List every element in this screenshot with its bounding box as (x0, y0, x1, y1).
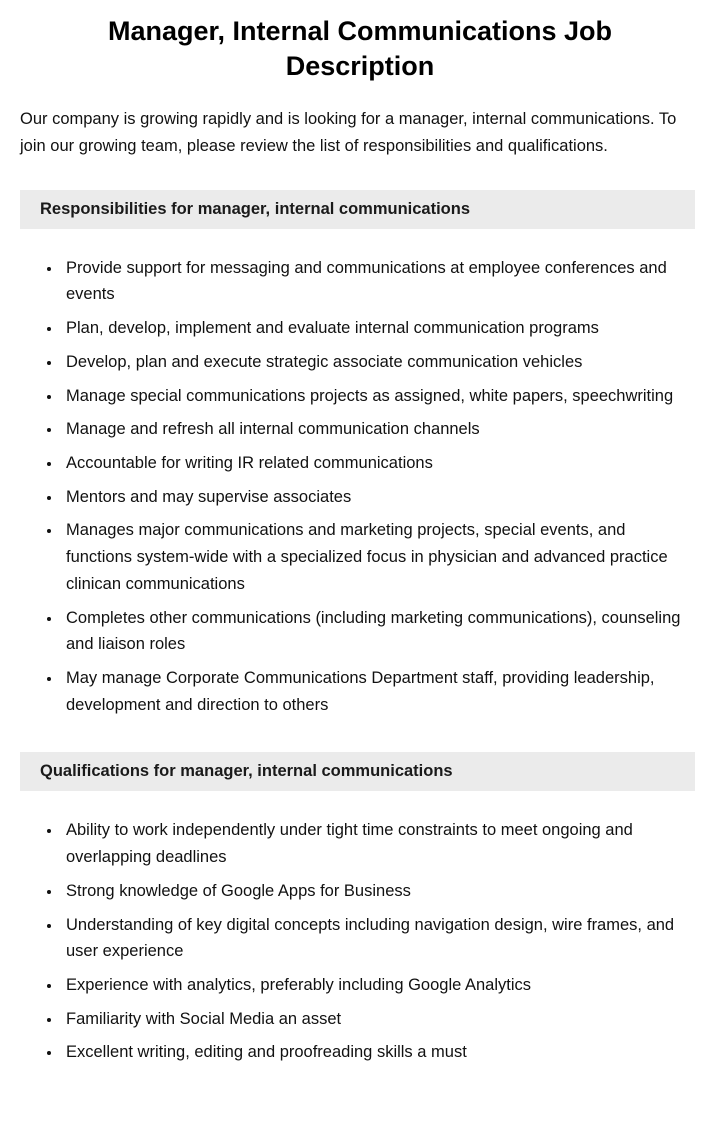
list-item: • Experience with analytics, preferably including Google Analytics (62, 972, 696, 999)
list-item: • Ability to work independently under tight time constraints to meet ongoing and overlapping deadlines (62, 817, 696, 870)
list-item: • May manage Corporate Communications Department staff, providing leadership, development and direction to others (62, 665, 696, 718)
responsibilities-section-header: Responsibilities for manager, internal communications (20, 190, 695, 229)
list-item: • Provide support for messaging and communications at employee conferences and events (62, 255, 696, 308)
list-item: • Completes other communications (including marketing communications), counseling and liaison roles (62, 605, 696, 658)
qualifications-section-header: Qualifications for manager, internal communications (20, 752, 695, 791)
list-item: • Manage special communications projects as assigned, white papers, speechwriting (62, 383, 696, 410)
page-title: Manager, Internal Communications Job Description (107, 16, 613, 82)
list-item: • Mentors and may supervise associates (62, 484, 696, 511)
intro-paragraph: Our company is growing rapidly and is looking for a manager, internal communications. To join our growing team, please review the list of responsibilities and qualifications. (20, 110, 677, 155)
list-item: • Familiarity with Social Media an asset (62, 1006, 696, 1033)
list-item: • Plan, develop, implement and evaluate internal communication programs (62, 315, 696, 342)
list-item: • Develop, plan and execute strategic associate communication vehicles (62, 349, 696, 376)
list-item: • Understanding of key digital concepts including navigation design, wire frames, and user experience (62, 912, 696, 965)
list-item: • Manage and refresh all internal communication channels (62, 416, 696, 443)
list-item: • Manages major communications and marketing projects, special events, and functions system-wide with a specialized focus in physician and advanced practice clinican communications (62, 517, 696, 597)
qualifications-list (20, 817, 696, 1066)
list-item: • Strong knowledge of Google Apps for Business (62, 878, 696, 905)
list-item: • Accountable for writing IR related communications (62, 450, 696, 477)
list-item: • Excellent writing, editing and proofreading skills a must (62, 1039, 696, 1066)
responsibilities-list (20, 255, 696, 719)
